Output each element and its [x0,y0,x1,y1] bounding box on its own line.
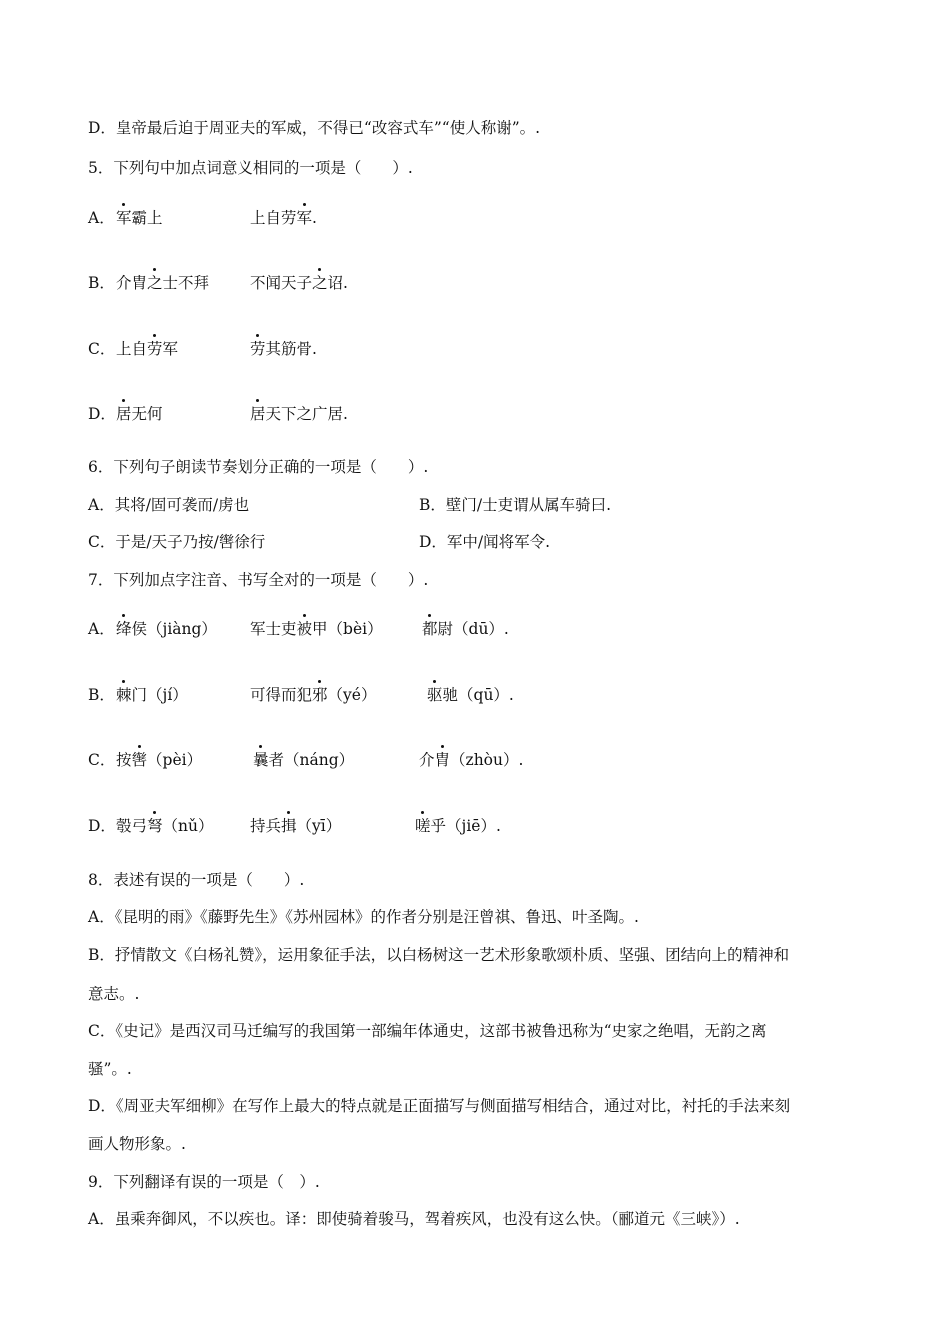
text-segment: 士不拜 [162,274,210,292]
q7-option-b-item-3 [427,685,514,705]
q7-option-a-item-2 [250,619,383,639]
q7-option-b-label: B． [88,686,115,704]
q6-option-a: A．其将/固可袭而/虏也 [88,496,250,514]
dotted-char: 曩 [253,751,269,769]
text-segment: （yé） [327,686,377,704]
dotted-char: 绛 [116,620,132,638]
dotted-char: 辔 [131,751,148,769]
q5-option-b-phrase-1 [116,273,209,293]
text-segment: 上自劳 [250,209,297,227]
dotted-char: 居 [250,405,266,423]
q9-stem: 9．下列翻译有误的一项是（ ）. [88,1173,320,1191]
q7-option-c-item-3 [419,750,523,770]
q6-option-c: C．于是/天子乃按/辔徐行 [88,533,266,551]
dotted-char: 弩 [147,817,163,835]
q5-option-a-phrase-1 [116,208,163,228]
dotted-char: 邪 [312,686,328,704]
dotted-char: 劳 [147,340,163,358]
text-segment: 无何 [131,405,163,423]
dotted-char: 揖 [281,817,297,835]
text-segment: （yī） [296,817,342,835]
q6-option-b: B．壁门/士吏谓从属车骑曰. [419,496,612,514]
q7-option-b-item-2 [250,685,376,705]
dotted-char: 驱 [427,686,443,704]
q9-option-a: A．虽乘奔御风，不以疾也。译：即使骑着骏马，驾着疾风，也没有这么快。（郦道元《三峡》）. [88,1210,740,1228]
text-segment: 诏. [327,274,348,292]
q7-option-c-item-2 [253,750,354,770]
q6-stem: 6．下列句子朗读节奏划分正确的一项是（ ）. [88,458,429,476]
dotted-char: 都 [422,620,438,638]
text-segment: 介胄 [116,274,148,292]
text-segment: （zhòu）. [450,751,524,769]
q5-option-d-phrase-2 [250,404,348,424]
dotted-char: 胄 [434,751,451,769]
q4-option-d: D．皇帝最后迫于周亚夫的军威，不得已“改容式车”“使人称谢”。. [88,119,541,137]
q7-option-d-item-1 [116,816,214,836]
text-segment: 介 [419,751,435,769]
q7-option-d-item-3 [415,816,501,836]
text-segment: 其筋骨. [265,340,317,358]
text-segment: 可得而犯 [250,686,313,704]
text-segment: 乎（jiē）. [430,817,501,835]
q8-stem: 8．表述有误的一项是（ ）. [88,871,305,889]
q8-option-c: C．《史记》是西汉司马迁编写的我国第一部编年体通史，这部书被鲁迅称为“史家之绝唱，无韵之离 [88,1022,767,1040]
dotted-char: 劳 [250,340,266,358]
text-segment: 持兵 [250,817,282,835]
q7-option-a-item-3 [422,619,509,639]
dotted-char: 军 [116,209,132,227]
text-segment: 天下之广居. [265,405,348,423]
q5-option-d-label: D． [88,405,116,423]
text-segment: 驰（qū）. [442,686,514,704]
q7-option-a-item-1 [116,619,217,639]
text-segment: 尉（dū）. [437,620,509,638]
text-segment: . [312,209,317,227]
dotted-char: 棘 [116,686,132,704]
q5-option-b-label: B． [88,274,115,292]
q7-option-d-item-2 [250,816,341,836]
q8-option-d: D．《周亚夫军细柳》在写作上最大的特点就是正面描写与侧面描写相结合，通过对比，衬托的手法来刻 [88,1097,791,1115]
q8-option-c-cont: 骚”。. [88,1060,132,1078]
q5-stem: 5．下列句中加点词意义相同的一项是（ ）. [88,159,413,177]
q8-option-b: B．抒情散文《白杨礼赞》，运用象征手法，以白杨树这一艺术形象歌颂朴质、坚强、团结向上的精神和 [88,946,790,964]
q7-option-c-item-1 [116,750,202,770]
text-segment: 军士吏 [250,620,297,638]
text-segment: 彀弓 [116,817,148,835]
q6-option-d: D．军中/闻将军令. [419,533,551,551]
q7-stem: 7．下列加点字注音、书写全对的一项是（ ）. [88,571,429,589]
text-segment: 按 [116,751,132,769]
text-segment: （nǔ） [162,817,214,835]
text-segment: 上自 [116,340,148,358]
q5-option-c-phrase-1 [116,339,178,359]
text-segment: 甲（bèi） [312,620,383,638]
text-segment: 不闻天子 [250,274,313,292]
q5-option-a-phrase-2 [250,208,317,228]
q7-option-d-label: D． [88,817,116,835]
q5-option-a-label: A． [88,209,115,227]
q8-option-b-cont: 意志。. [88,985,140,1003]
text-segment: 门（jí） [131,686,188,704]
q8-option-d-cont: 画人物形象。. [88,1135,186,1153]
q7-option-b-item-1 [116,685,188,705]
q7-option-a-label: A． [88,620,115,638]
dotted-char: 军 [296,209,313,227]
q5-option-c-label: C． [88,340,116,358]
text-segment: 霸上 [131,209,163,227]
dotted-char: 居 [116,405,132,423]
q8-option-a: A．《昆明的雨》《藤野先生》《苏州园林》的作者分别是汪曾祺、鲁迅、叶圣陶。. [88,908,639,926]
text-segment: （pèi） [147,751,203,769]
q5-option-c-phrase-2 [250,339,317,359]
text-segment: 者（náng） [268,751,355,769]
dotted-char: 之 [312,274,328,292]
dotted-char: 嗟 [415,817,431,835]
text-segment: 军 [162,340,179,358]
dotted-char: 之 [147,274,163,292]
q7-option-c-label: C． [88,751,116,769]
dotted-char: 被 [296,620,313,638]
q5-option-d-phrase-1 [116,404,163,424]
text-segment: 侯（jiàng） [131,620,217,638]
q5-option-b-phrase-2 [250,273,348,293]
